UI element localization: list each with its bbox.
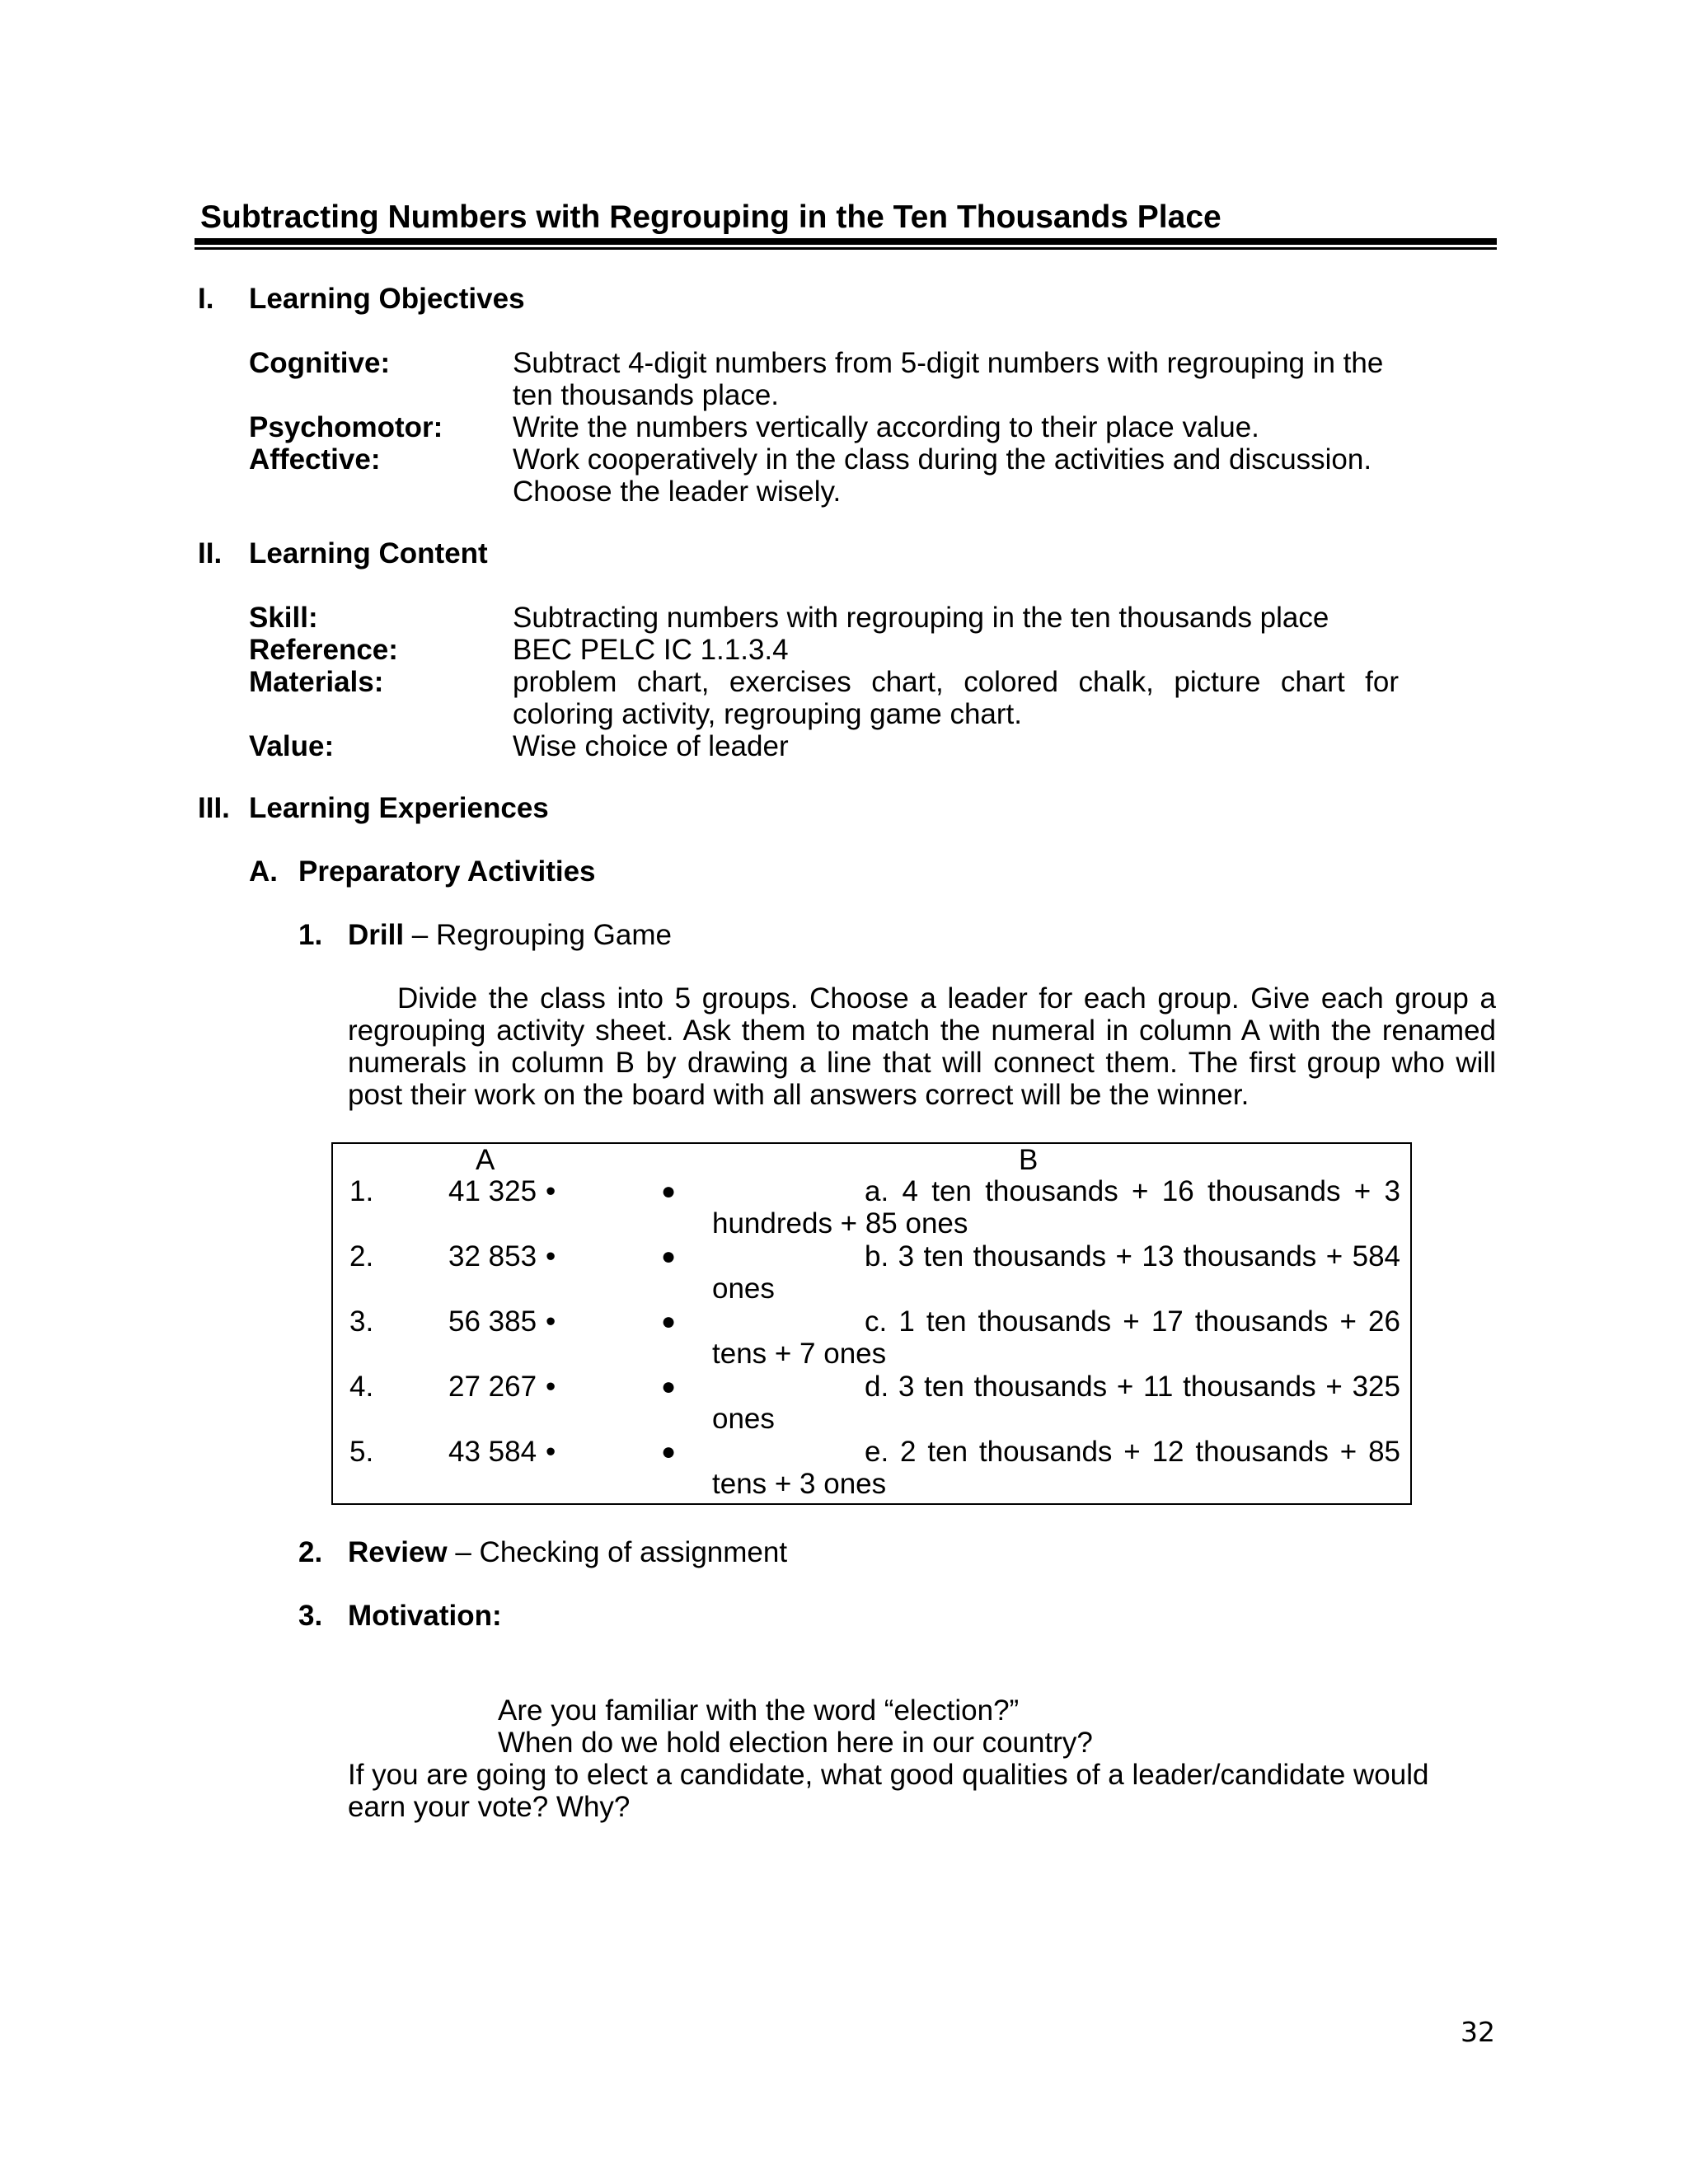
column-b-text bbox=[712, 1175, 1400, 1240]
column-b-dot[interactable]: ● bbox=[661, 1243, 677, 1270]
subsection-heading: Preparatory Activities bbox=[298, 855, 596, 888]
affective-text-2: Choose the leader wisely. bbox=[513, 476, 842, 508]
column-b-line-1: a. 4 ten thousands + 16 thousands + 3 bbox=[865, 1175, 1400, 1207]
cognitive-label: Cognitive: bbox=[249, 347, 391, 379]
column-b-line-2: hundreds + 85 ones bbox=[712, 1207, 968, 1240]
skill-text: Subtracting numbers with regrouping in the ten thousands place bbox=[513, 602, 1329, 634]
row-number: 4. bbox=[349, 1371, 374, 1403]
matching-table bbox=[331, 1142, 1412, 1505]
motivation-question-1: Are you familiar with the word “election?” bbox=[498, 1694, 1020, 1727]
subsection-letter: A. bbox=[249, 855, 278, 888]
psychomotor-label: Psychomotor: bbox=[249, 411, 443, 443]
section-heading-content: Learning Content bbox=[249, 537, 488, 569]
motivation-question-2: When do we hold election here in our country? bbox=[498, 1727, 1093, 1759]
column-b-dot[interactable]: ● bbox=[661, 1438, 677, 1465]
column-b-line-1: d. 3 ten thousands + 11 thousands + 325 bbox=[865, 1371, 1400, 1403]
skill-label: Skill: bbox=[249, 602, 318, 634]
column-b-text bbox=[712, 1305, 1400, 1370]
affective-label: Affective: bbox=[249, 443, 381, 476]
column-a-value: 32 853 bbox=[448, 1240, 537, 1272]
column-a-value: 27 267 bbox=[448, 1371, 537, 1403]
column-a-value: 41 325 bbox=[448, 1175, 537, 1207]
matching-row-4 bbox=[333, 1371, 1410, 1436]
materials-text: problem chart, exercises chart, colored chalk, picture chart for coloring activity, regrouping game chart. bbox=[513, 666, 1399, 730]
column-a-dot[interactable]: • bbox=[546, 1175, 556, 1207]
row-number: 3. bbox=[349, 1305, 374, 1338]
section-numeral-objectives: I. bbox=[198, 283, 214, 315]
drill-paragraph: Divide the class into 5 groups. Choose a leader for each group. Give each group a regrouping activity sheet. Ask them to match the numeral in column A with the renamed numerals in column B by drawing a line that will connect them. The first group who will post their work on the board with all answers correct will be the winner. bbox=[348, 982, 1496, 1111]
value-text: Wise choice of leader bbox=[513, 730, 789, 762]
section-numeral-experiences: III. bbox=[198, 792, 230, 824]
column-b-line-2: ones bbox=[712, 1403, 775, 1435]
matching-row-5 bbox=[333, 1436, 1410, 1502]
column-a-dot[interactable]: • bbox=[546, 1240, 556, 1272]
column-a-value: 56 385 bbox=[448, 1305, 537, 1338]
column-b-header: B bbox=[1019, 1144, 1039, 1176]
review-number: 2. bbox=[298, 1536, 323, 1568]
matching-row-3 bbox=[333, 1305, 1410, 1371]
review-subtitle: – Checking of assignment bbox=[447, 1536, 788, 1568]
drill-heading bbox=[348, 919, 672, 951]
column-a-header: A bbox=[476, 1144, 495, 1176]
drill-subtitle: – Regrouping Game bbox=[404, 919, 672, 951]
matching-row-2 bbox=[333, 1240, 1410, 1306]
value-label: Value: bbox=[249, 730, 335, 762]
column-a-dot[interactable]: • bbox=[546, 1305, 556, 1338]
column-b-dot[interactable]: ● bbox=[661, 1373, 677, 1400]
column-b-line-2: tens + 7 ones bbox=[712, 1338, 887, 1370]
drill-instructions bbox=[348, 982, 1496, 1111]
column-b-line-1: b. 3 ten thousands + 13 thousands + 584 bbox=[865, 1240, 1400, 1272]
column-b-line-1: c. 1 ten thousands + 17 thousands + 26 bbox=[865, 1305, 1400, 1338]
materials-label: Materials: bbox=[249, 666, 384, 698]
drill-label: Drill bbox=[348, 919, 405, 951]
column-b-text bbox=[712, 1436, 1400, 1500]
column-b-line-2: tens + 3 ones bbox=[712, 1468, 887, 1500]
column-a-value: 43 584 bbox=[448, 1436, 537, 1468]
row-number: 2. bbox=[349, 1240, 374, 1272]
column-a-dot[interactable]: • bbox=[546, 1436, 556, 1468]
reference-text: BEC PELC IC 1.1.3.4 bbox=[513, 634, 789, 666]
column-b-dot[interactable]: ● bbox=[661, 1178, 677, 1205]
column-b-text bbox=[712, 1240, 1400, 1305]
row-number: 5. bbox=[349, 1436, 374, 1468]
section-heading-experiences: Learning Experiences bbox=[249, 792, 549, 824]
title-rule-thick bbox=[195, 238, 1497, 245]
motivation-number: 3. bbox=[298, 1600, 323, 1632]
matching-row-1 bbox=[333, 1175, 1410, 1241]
motivation-question-3: If you are going to elect a candidate, what good qualities of a leader/candidate would earn your vote? Why? bbox=[348, 1759, 1429, 1823]
drill-number: 1. bbox=[298, 919, 323, 951]
page-title: Subtracting Numbers with Regrouping in the Ten Thousands Place bbox=[200, 199, 1221, 235]
psychomotor-text: Write the numbers vertically according to their place value. bbox=[513, 411, 1259, 443]
cognitive-text: Subtract 4-digit numbers from 5-digit numbers with regrouping in the ten thousands place. bbox=[513, 347, 1384, 411]
column-a-dot[interactable]: • bbox=[546, 1371, 556, 1403]
section-numeral-content: II. bbox=[198, 537, 223, 569]
column-b-line-1: e. 2 ten thousands + 12 thousands + 85 bbox=[865, 1436, 1400, 1468]
column-b-dot[interactable]: ● bbox=[661, 1308, 677, 1335]
review-label: Review bbox=[348, 1536, 448, 1568]
affective-text-1: Work cooperatively in the class during the activities and discussion. bbox=[513, 443, 1372, 476]
review-heading bbox=[348, 1536, 787, 1568]
page-number: 32 bbox=[1461, 2016, 1495, 2048]
column-b-line-2: ones bbox=[712, 1272, 775, 1305]
title-rule-thin bbox=[195, 247, 1497, 250]
section-heading-objectives: Learning Objectives bbox=[249, 283, 525, 315]
motivation-label: Motivation: bbox=[348, 1600, 502, 1632]
reference-label: Reference: bbox=[249, 634, 398, 666]
column-b-text bbox=[712, 1371, 1400, 1435]
row-number: 1. bbox=[349, 1175, 374, 1207]
